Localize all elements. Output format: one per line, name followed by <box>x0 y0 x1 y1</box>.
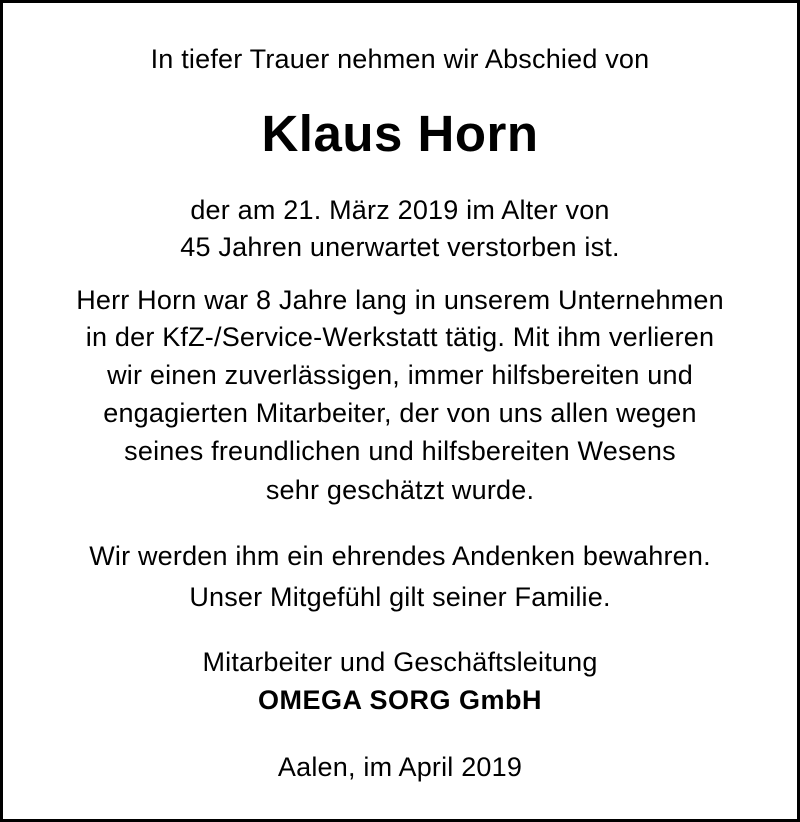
closing-line-2: Unser Mitgefühl gilt seiner Familie. <box>189 582 611 612</box>
tribute-line-5: seines freundlichen und hilfsbereiten Wesens <box>124 436 676 466</box>
place-date: Aalen, im April 2019 <box>277 752 523 782</box>
tribute-line-1: Herr Horn war 8 Jahre lang in unserem Unternehmen <box>76 285 724 315</box>
closing-line-1: Wir werden ihm ein ehrendes Andenken bewahren. <box>89 541 711 571</box>
death-line-1: der am 21. März 2019 im Alter von <box>190 195 610 225</box>
tribute-line-6: sehr geschätzt wurde. <box>265 475 535 505</box>
deceased-name: Klaus Horn <box>261 105 539 162</box>
signature-group: Mitarbeiter und Geschäftsleitung <box>202 647 598 677</box>
death-line-2: 45 Jahren unerwartet verstorben ist. <box>180 232 620 262</box>
tribute-line-4: engagierten Mitarbeiter, der von uns allen wegen <box>103 398 697 428</box>
tribute-line-3: wir einen zuverlässigen, immer hilfsbereiten und <box>107 360 693 390</box>
intro-text: In tiefer Trauer nehmen wir Abschied von <box>150 44 650 74</box>
company-name: OMEGA SORG GmbH <box>257 685 542 715</box>
tribute-line-2: in der KfZ-/Service-Werkstatt tätig. Mit ihm verlieren <box>85 322 715 352</box>
